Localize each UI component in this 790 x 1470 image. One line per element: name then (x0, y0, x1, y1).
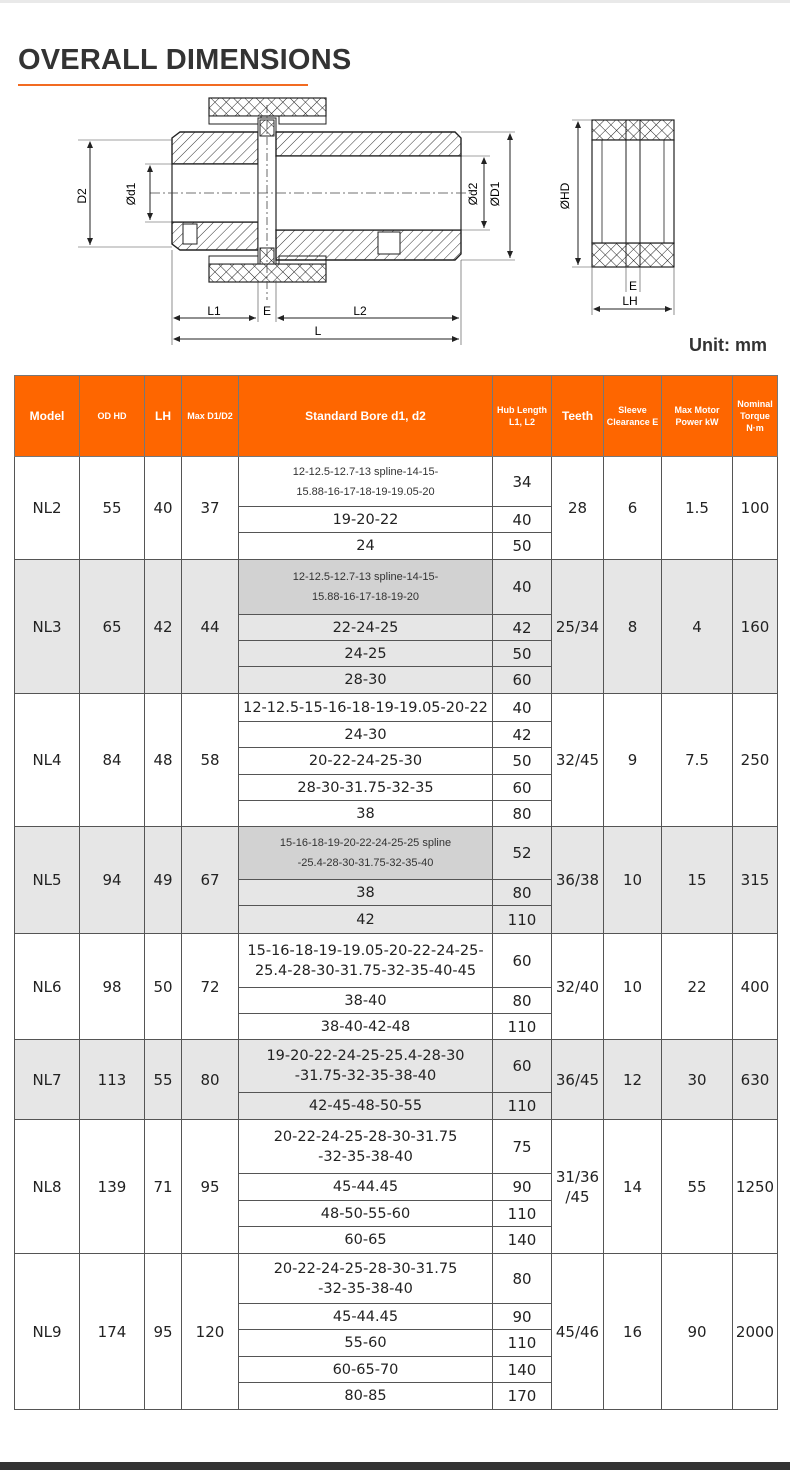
model-group (15, 560, 778, 694)
hub-length-cell: 140 (493, 1227, 552, 1254)
table-row (15, 560, 778, 615)
hub-length-cell: 80 (493, 801, 552, 827)
power-cell: 30 (662, 1040, 733, 1120)
table-row (15, 457, 778, 507)
bore-cell: 38-40 (239, 988, 493, 1014)
right-hub (276, 132, 461, 260)
label-d2: D2 (75, 188, 89, 204)
hub-length-cell: 90 (493, 1174, 552, 1201)
bore-cell: 45-44.45 (239, 1174, 493, 1201)
teeth-cell: 36/45 (552, 1040, 604, 1120)
hub-length-cell: 110 (493, 1201, 552, 1227)
od-cell: 65 (80, 560, 145, 694)
model-cell: NL6 (15, 934, 80, 1040)
unit-label: Unit: mm (689, 335, 767, 355)
od-cell: 84 (80, 694, 145, 827)
header-nominal-torque: Nominal Torque N·m (733, 376, 778, 457)
max-bore-cell: 37 (182, 457, 239, 560)
model-group (15, 934, 778, 1040)
hub-length-cell: 80 (493, 1254, 552, 1304)
bore-cell: 24-25 (239, 641, 493, 667)
od-cell: 55 (80, 457, 145, 560)
bore-cell: 19-20-22 (239, 507, 493, 533)
lh-cell: 48 (145, 694, 182, 827)
table-row (15, 1254, 778, 1304)
sleeve-clearance-cell: 8 (604, 560, 662, 694)
lh-cell: 49 (145, 827, 182, 934)
bore-cell: 42 (239, 906, 493, 934)
label-l1: L1 (207, 304, 221, 318)
sleeve-clearance-cell: 6 (604, 457, 662, 560)
teeth-cell: 32/40 (552, 934, 604, 1040)
page-title: OVERALL DIMENSIONS (18, 44, 352, 76)
bore-cell: 15-16-18-19-19.05-20-22-24-25- 25.4-28-30-31.75-32-35-40-45 (239, 934, 493, 988)
od-cell: 94 (80, 827, 145, 934)
torque-cell: 160 (733, 560, 778, 694)
bore-cell: 12-12.5-12.7-13 spline-14-15- 15.88-16-17-18-19-20 (239, 560, 493, 615)
hub-length-cell: 50 (493, 748, 552, 775)
torque-cell: 315 (733, 827, 778, 934)
bore-cell: 38-40-42-48 (239, 1014, 493, 1040)
bore-cell: 20-22-24-25-28-30-31.75 -32-35-38-40 (239, 1254, 493, 1304)
model-group (15, 1120, 778, 1254)
table-row (15, 1040, 778, 1093)
dimension-drawing (0, 88, 790, 348)
torque-cell: 1250 (733, 1120, 778, 1254)
hub-length-cell: 75 (493, 1120, 552, 1174)
hub-length-cell: 60 (493, 934, 552, 988)
model-cell: NL9 (15, 1254, 80, 1410)
bore-cell: 48-50-55-60 (239, 1201, 493, 1227)
bore-cell: 28-30 (239, 667, 493, 694)
max-bore-cell: 80 (182, 1040, 239, 1120)
lh-cell: 95 (145, 1254, 182, 1410)
model-cell: NL3 (15, 560, 80, 694)
max-bore-cell: 95 (182, 1120, 239, 1254)
table-row (15, 694, 778, 722)
max-bore-cell: 44 (182, 560, 239, 694)
top-divider (0, 0, 790, 3)
sleeve-clearance-cell: 10 (604, 827, 662, 934)
bore-cell: 24-30 (239, 722, 493, 748)
lh-cell: 40 (145, 457, 182, 560)
teeth-cell: 32/45 (552, 694, 604, 827)
bore-cell: 80-85 (239, 1383, 493, 1410)
hub-length-cell: 110 (493, 906, 552, 934)
sleeve-clearance-cell: 16 (604, 1254, 662, 1410)
bore-cell: 60-65 (239, 1227, 493, 1254)
hub-length-cell: 50 (493, 533, 552, 560)
hub-length-cell: 42 (493, 722, 552, 748)
label-lh: LH (622, 294, 638, 308)
label-l2: L2 (353, 304, 367, 318)
teeth-cell: 28 (552, 457, 604, 560)
max-bore-cell: 120 (182, 1254, 239, 1410)
torque-cell: 2000 (733, 1254, 778, 1410)
hub-length-cell: 34 (493, 457, 552, 507)
header-row (15, 376, 778, 457)
label-d1-bore: Ød1 (124, 182, 138, 206)
od-cell: 174 (80, 1254, 145, 1410)
torque-cell: 630 (733, 1040, 778, 1120)
lh-cell: 42 (145, 560, 182, 694)
max-bore-cell: 58 (182, 694, 239, 827)
sleeve-clearance-cell: 9 (604, 694, 662, 827)
hub-length-cell: 110 (493, 1330, 552, 1357)
od-cell: 98 (80, 934, 145, 1040)
power-cell: 90 (662, 1254, 733, 1410)
sleeve-side-view (592, 120, 674, 267)
power-cell: 7.5 (662, 694, 733, 827)
table-row (15, 934, 778, 988)
lh-cell: 55 (145, 1040, 182, 1120)
footer-bar (0, 1462, 790, 1470)
header-lh: LH (145, 376, 182, 457)
bore-cell: 24 (239, 533, 493, 560)
label-hd: ØHD (558, 182, 572, 210)
teeth-cell: 31/36 /45 (552, 1120, 604, 1254)
hub-length-cell: 50 (493, 641, 552, 667)
od-cell: 113 (80, 1040, 145, 1120)
hub-length-cell: 60 (493, 667, 552, 694)
header-teeth: Teeth (552, 376, 604, 457)
title-underline (18, 84, 308, 86)
model-group (15, 1040, 778, 1120)
power-cell: 22 (662, 934, 733, 1040)
hub-length-cell: 170 (493, 1383, 552, 1410)
sleeve-clearance-cell: 10 (604, 934, 662, 1040)
bore-cell: 22-24-25 (239, 615, 493, 641)
torque-cell: 250 (733, 694, 778, 827)
header-hub-length: Hub Length L1, L2 (493, 376, 552, 457)
model-group (15, 1254, 778, 1410)
dimensions-table (14, 375, 778, 1410)
bore-cell: 38 (239, 880, 493, 906)
table-header (15, 376, 778, 457)
bore-cell: 60-65-70 (239, 1357, 493, 1383)
max-bore-cell: 67 (182, 827, 239, 934)
teeth-cell: 36/38 (552, 827, 604, 934)
teeth-cell: 45/46 (552, 1254, 604, 1410)
bore-cell: 55-60 (239, 1330, 493, 1357)
left-hub (172, 132, 258, 250)
header-model: Model (15, 376, 80, 457)
bore-cell: 28-30-31.75-32-35 (239, 775, 493, 801)
header-standard-bore: Standard Bore d1, d2 (239, 376, 493, 457)
header-max-power: Max Motor Power kW (662, 376, 733, 457)
table-row (15, 827, 778, 880)
bore-cell: 12-12.5-15-16-18-19-19.05-20-22 (239, 694, 493, 722)
torque-cell: 100 (733, 457, 778, 560)
model-cell: NL7 (15, 1040, 80, 1120)
od-cell: 139 (80, 1120, 145, 1254)
label-d2-bore: Ød2 (466, 182, 480, 206)
hub-length-cell: 140 (493, 1357, 552, 1383)
sleeve-clearance-cell: 14 (604, 1120, 662, 1254)
torque-cell: 400 (733, 934, 778, 1040)
hub-length-cell: 42 (493, 615, 552, 641)
model-group (15, 457, 778, 560)
hub-length-cell: 80 (493, 988, 552, 1014)
label-e-sleeve: E (628, 279, 638, 293)
label-l: L (314, 324, 322, 338)
hub-length-cell: 110 (493, 1093, 552, 1120)
lh-cell: 50 (145, 934, 182, 1040)
hub-length-cell: 60 (493, 775, 552, 801)
sleeve-clearance-cell: 12 (604, 1040, 662, 1120)
bore-cell: 15-16-18-19-20-22-24-25-25 spline -25.4-28-30-31.75-32-35-40 (239, 827, 493, 880)
label-e: E (262, 304, 272, 318)
lh-cell: 71 (145, 1120, 182, 1254)
model-cell: NL5 (15, 827, 80, 934)
power-cell: 1.5 (662, 457, 733, 560)
bore-cell: 38 (239, 801, 493, 827)
model-cell: NL8 (15, 1120, 80, 1254)
bore-cell: 45-44.45 (239, 1304, 493, 1330)
hub-length-cell: 40 (493, 507, 552, 533)
bore-cell: 19-20-22-24-25-25.4-28-30 -31.75-32-35-38-40 (239, 1040, 493, 1093)
power-cell: 4 (662, 560, 733, 694)
model-cell: NL4 (15, 694, 80, 827)
header-sleeve-clearance: Sleeve Clearance E (604, 376, 662, 457)
hub-length-cell: 40 (493, 560, 552, 615)
model-group (15, 694, 778, 827)
header-od: OD HD (80, 376, 145, 457)
table-row (15, 1120, 778, 1174)
header-max-bore: Max D1/D2 (182, 376, 239, 457)
bore-cell: 42-45-48-50-55 (239, 1093, 493, 1120)
model-cell: NL2 (15, 457, 80, 560)
power-cell: 15 (662, 827, 733, 934)
hub-length-cell: 52 (493, 827, 552, 880)
power-cell: 55 (662, 1120, 733, 1254)
hub-length-cell: 90 (493, 1304, 552, 1330)
max-bore-cell: 72 (182, 934, 239, 1040)
hub-length-cell: 110 (493, 1014, 552, 1040)
bore-cell: 20-22-24-25-28-30-31.75 -32-35-38-40 (239, 1120, 493, 1174)
hub-length-cell: 60 (493, 1040, 552, 1093)
label-d1-outer: ØD1 (488, 181, 502, 207)
teeth-cell: 25/34 (552, 560, 604, 694)
bore-cell: 12-12.5-12.7-13 spline-14-15- 15.88-16-17-18-19-19.05-20 (239, 457, 493, 507)
model-group (15, 827, 778, 934)
hub-length-cell: 40 (493, 694, 552, 722)
hub-length-cell: 80 (493, 880, 552, 906)
bore-cell: 20-22-24-25-30 (239, 748, 493, 775)
